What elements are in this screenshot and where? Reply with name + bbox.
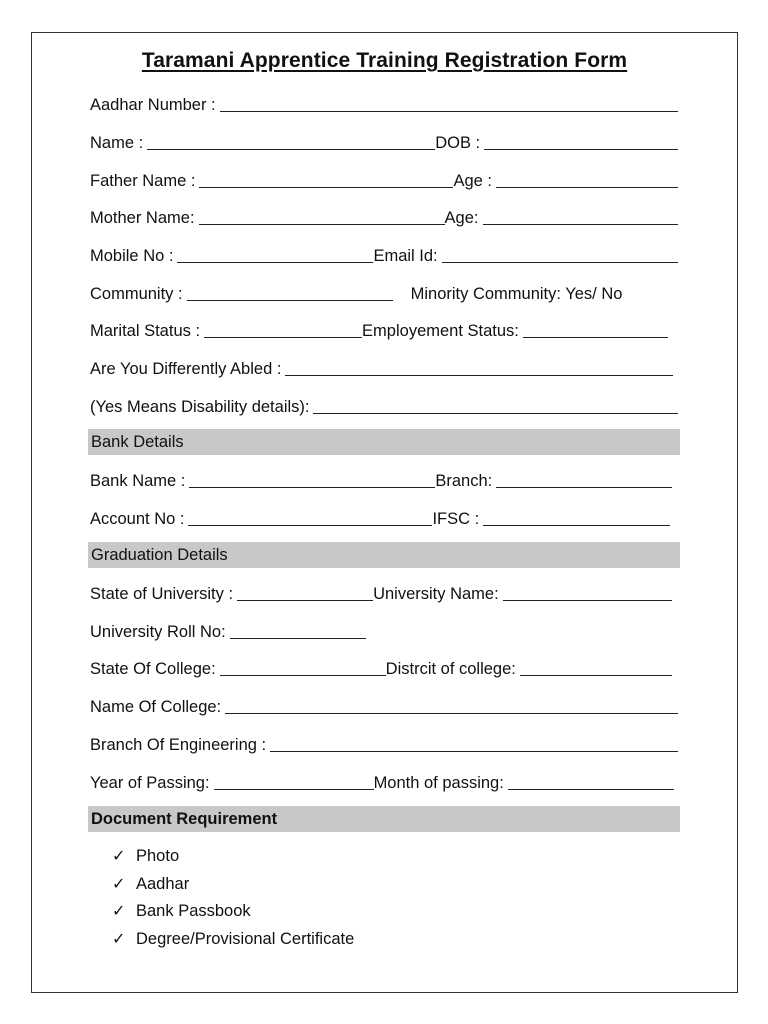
month-passing-label: Month of passing: [373,774,504,792]
ifsc-blank[interactable] [483,524,670,526]
account-label: Account No : [90,510,185,528]
mobile-email-row [90,242,678,266]
differently-abled-label: Are You Differently Abled : [90,360,282,378]
community-label: Community : [90,285,183,303]
name-blank[interactable] [147,148,435,150]
account-blank[interactable] [188,524,432,526]
college-name-label: Name Of College: [90,698,222,716]
graduation-details-heading: Graduation Details [88,542,680,568]
roll-no-label: University Roll No: [90,623,226,641]
month-passing-blank[interactable] [508,788,674,790]
branch-engineering-blank[interactable] [270,750,678,752]
state-university-label: State of University : [90,585,234,603]
employment-blank[interactable] [523,336,668,338]
bank-details-heading: Bank Details [88,429,680,455]
aadhar-blank[interactable] [220,110,678,112]
disability-label: (Yes Means Disability details): [90,398,310,416]
state-university-blank[interactable] [237,599,373,601]
account-row [90,505,678,529]
check-icon: ✓ [112,903,126,920]
list-item [112,898,354,926]
marital-label: Marital Status : [90,322,201,340]
bank-name-label: Bank Name : [90,472,186,490]
state-university-row [90,580,678,604]
dob-blank[interactable] [484,148,678,150]
mother-name-blank[interactable] [199,223,445,225]
bank-name-blank[interactable] [189,486,435,488]
community-blank[interactable] [187,299,393,301]
district-college-blank[interactable] [520,674,672,676]
disability-blank[interactable] [313,412,678,414]
bank-name-row [90,467,678,491]
father-name-blank[interactable] [199,186,453,188]
differently-abled-row [90,355,678,379]
branch-engineering-label: Branch Of Engineering : [90,736,267,754]
document-requirement-heading: Document Requirement [88,806,680,832]
minority-label: Minority Community: Yes/ No [410,285,623,303]
father-row [90,167,678,191]
email-label: Email Id: [373,247,438,265]
document-checklist [112,843,354,953]
mother-row [90,204,678,228]
mother-name-label: Mother Name: [90,209,195,227]
employment-label: Employement Status: [362,322,519,340]
district-college-label: Distrcit of college: [385,660,516,678]
state-college-blank[interactable] [220,674,386,676]
mobile-label: Mobile No : [90,247,174,265]
state-college-row [90,655,678,679]
father-name-label: Father Name : [90,172,196,190]
document-item-label: Aadhar [136,874,190,893]
list-item [112,926,354,954]
list-item [112,843,354,871]
college-name-row [90,693,678,717]
college-name-blank[interactable] [225,712,678,714]
father-age-blank[interactable] [496,186,678,188]
branch-label: Branch: [435,472,493,490]
ifsc-label: IFSC : [432,510,480,528]
marital-blank[interactable] [204,336,362,338]
check-icon: ✓ [112,875,126,893]
state-college-label: State Of College: [90,660,216,678]
branch-engineering-row [90,731,678,755]
document-item-label: Photo [136,847,180,865]
university-name-label: University Name: [373,585,499,603]
passing-row [90,769,678,793]
father-age-label: Age : [453,172,492,190]
document-item-label: Degree/Provisional Certificate [136,929,355,948]
mobile-blank[interactable] [177,261,373,263]
list-item [112,871,354,899]
aadhar-label: Aadhar Number : [90,96,216,114]
differently-abled-blank[interactable] [285,374,673,376]
form-title: Taramani Apprentice Training Registration Form [141,49,628,72]
marital-row [90,317,678,341]
year-passing-label: Year of Passing: [90,774,210,792]
university-name-blank[interactable] [503,599,672,601]
roll-no-row [90,618,678,642]
mother-age-blank[interactable] [483,223,679,225]
dob-label: DOB : [435,134,481,152]
aadhar-row [90,91,678,115]
community-row [90,280,678,304]
document-item-label: Bank Passbook [136,902,251,920]
roll-no-blank[interactable] [230,637,366,639]
check-icon: ✓ [112,930,126,948]
email-blank[interactable] [442,261,678,263]
branch-blank[interactable] [496,486,672,488]
check-icon: ✓ [112,848,126,865]
name-label: Name : [90,134,144,152]
disability-row [90,393,678,417]
mother-age-label: Age: [444,209,479,227]
name-dob-row [90,129,678,153]
year-passing-blank[interactable] [214,788,374,790]
